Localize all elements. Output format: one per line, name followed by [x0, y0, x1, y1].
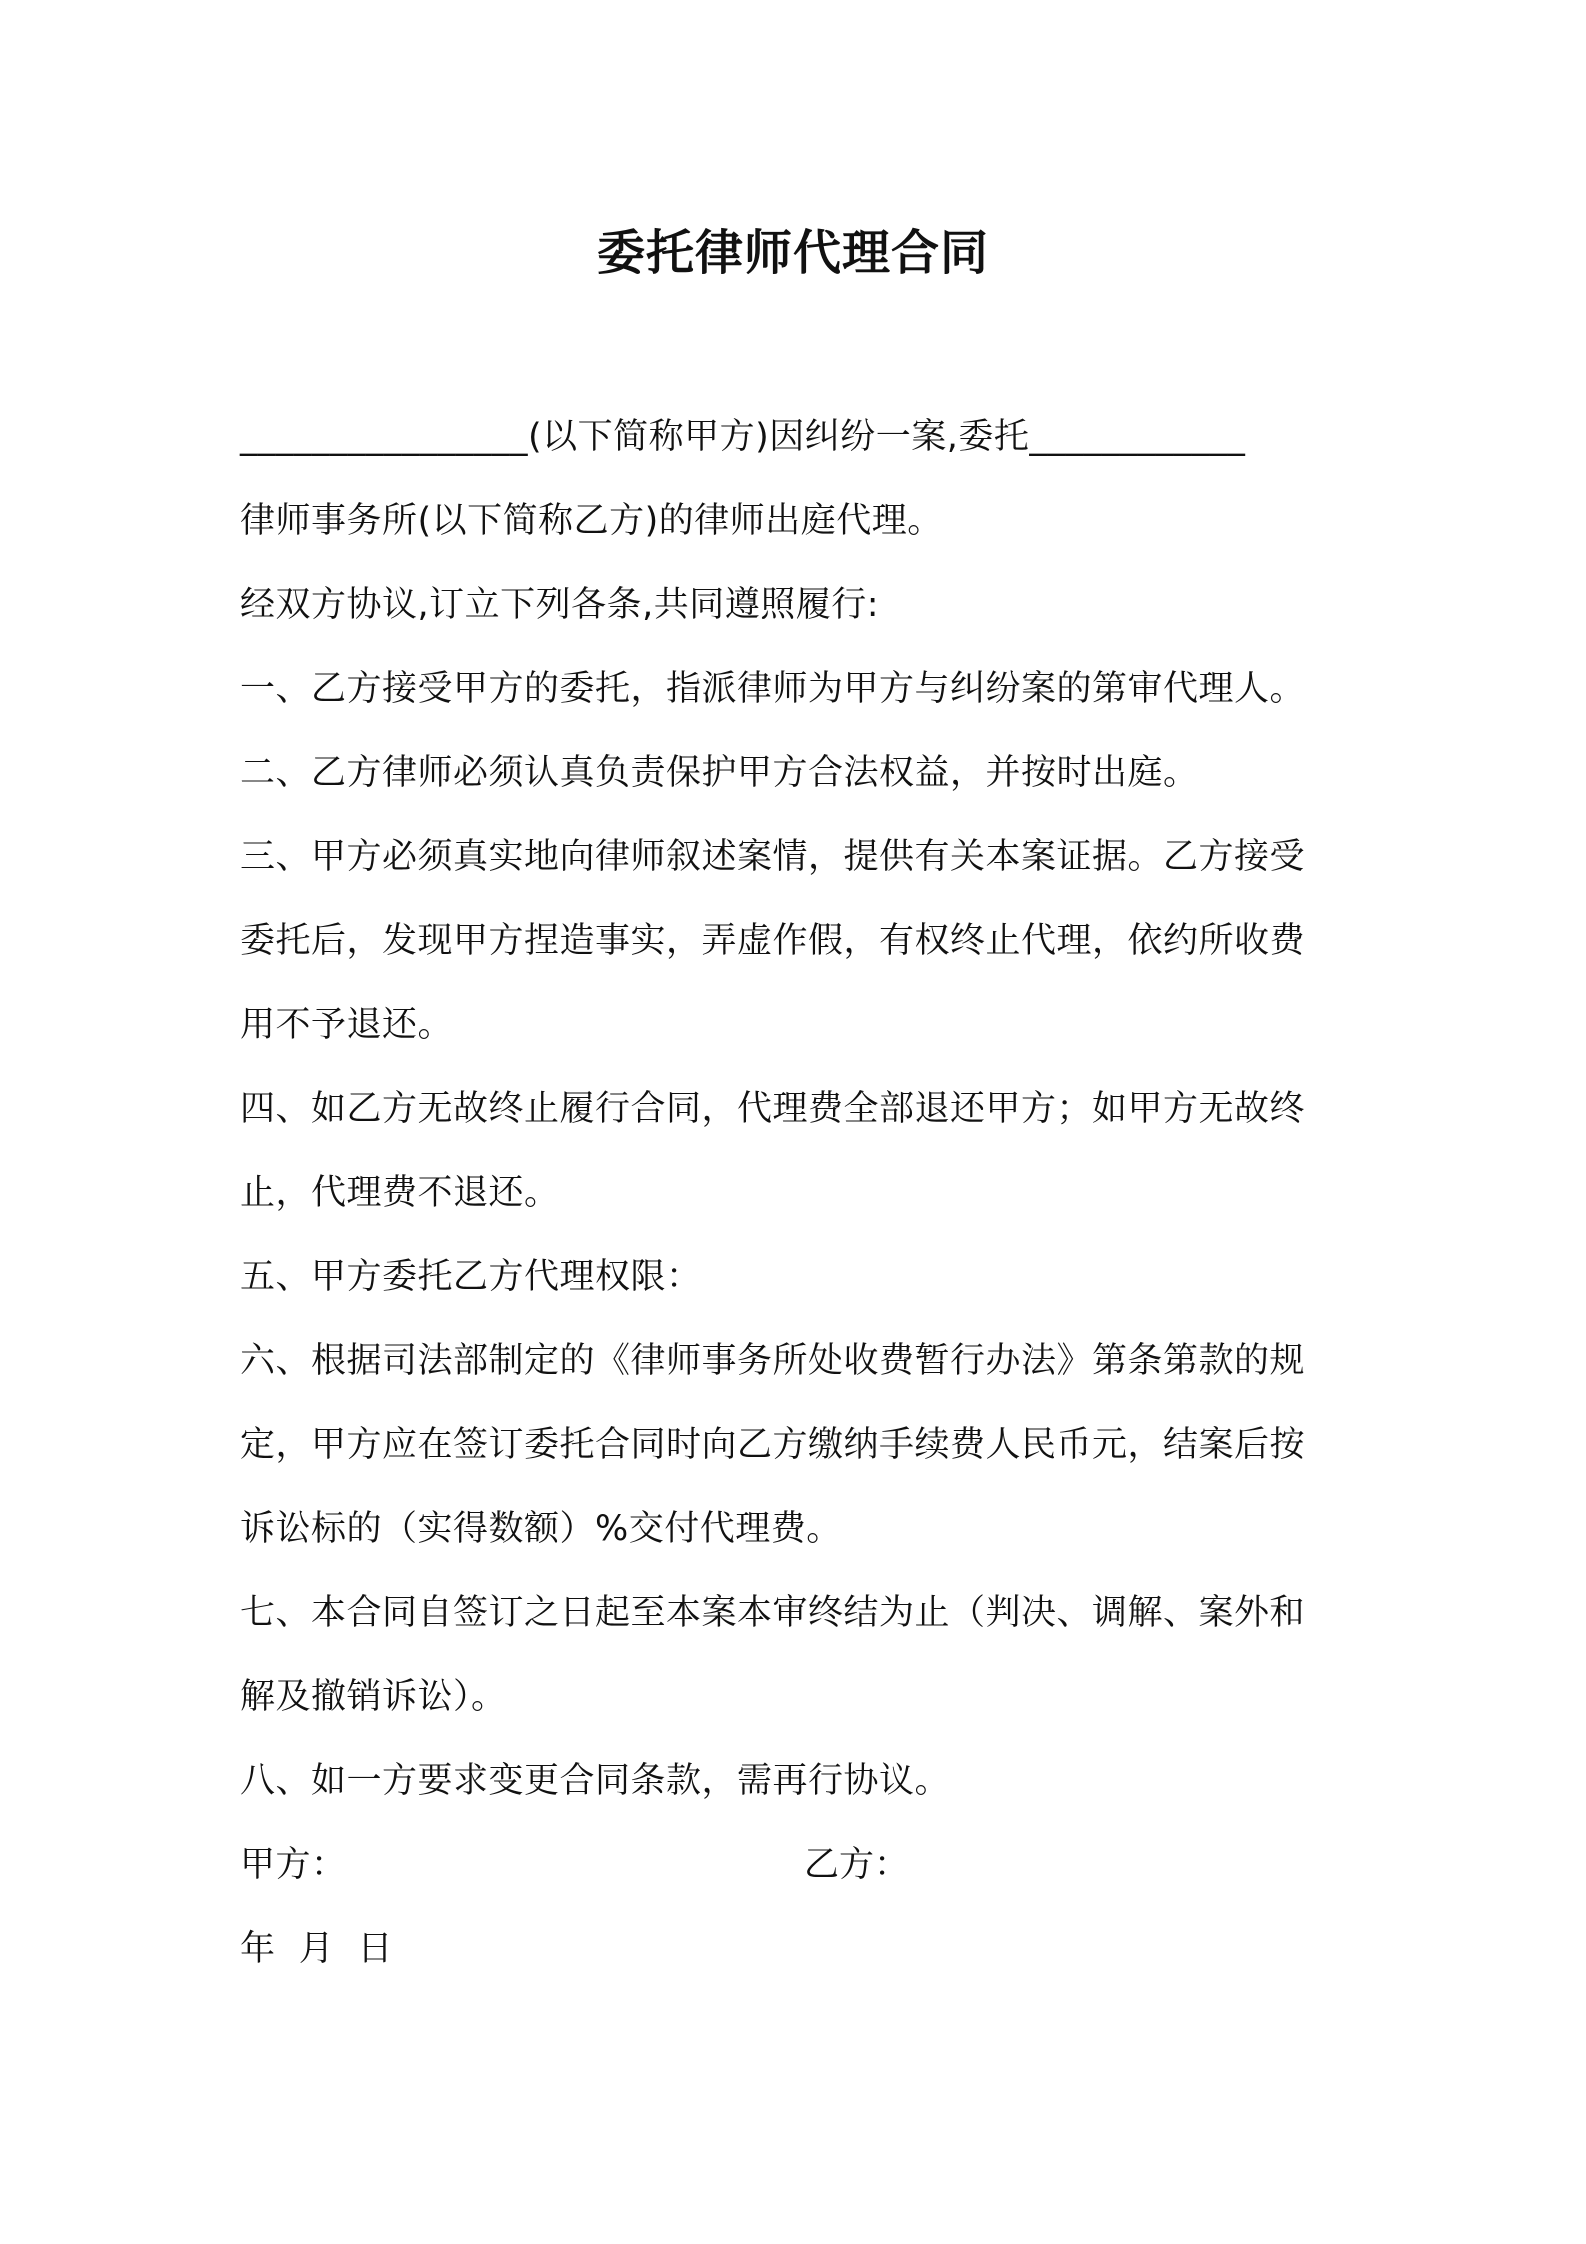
clause-2: 二、乙方律师必须认真负责保护甲方合法权益，并按时出庭。 — [240, 753, 1199, 793]
clause-6-line-2: 定，甲方应在签订委托合同时向乙方缴纳手续费人民币元，结案后按 — [240, 1425, 1306, 1465]
clause-8: 八、如一方要求变更合同条款，需再行协议。 — [240, 1761, 951, 1801]
clause-5: 五、甲方委托乙方代理权限： — [240, 1257, 702, 1297]
clause-1: 一、乙方接受甲方的委托，指派律师为甲方与纠纷案的第审代理人。 — [240, 669, 1306, 709]
paragraph-line: ________________(以下简称甲方)因纠纷一案,委托____________ — [240, 417, 1246, 457]
clause-3-line-3: 用不予退还。 — [240, 1005, 454, 1045]
clause-4-line-2: 止，代理费不退还。 — [240, 1173, 560, 1213]
clause-3-line-2: 委托后，发现甲方捏造事实，弄虚作假，有权终止代理，依约所收费 — [240, 921, 1306, 961]
party-b-signature: 乙方： — [804, 1845, 910, 1885]
paragraph-line: 经双方协议,订立下列各条,共同遵照履行: — [240, 585, 880, 625]
clause-6-line-3: 诉讼标的（实得数额）%交付代理费。 — [240, 1509, 842, 1549]
clause-7-line-1: 七、本合同自签订之日起至本案本审终结为止（判决、调解、案外和 — [240, 1593, 1306, 1633]
paragraph-line: 律师事务所(以下简称乙方)的律师出庭代理。 — [240, 501, 943, 541]
clause-6-line-1: 六、根据司法部制定的《律师事务所处收费暂行办法》第条第款的规 — [240, 1341, 1306, 1381]
clause-7-line-2: 解及撤销诉讼）。 — [240, 1677, 507, 1717]
clause-3-line-1: 三、甲方必须真实地向律师叙述案情，提供有关本案证据。乙方接受 — [240, 837, 1306, 877]
party-a-signature: 甲方： — [240, 1845, 347, 1885]
signature-date: 年 月 日 — [240, 1929, 394, 1969]
document-title: 委托律师代理合同 — [596, 225, 989, 281]
clause-4-line-1: 四、如乙方无故终止履行合同，代理费全部退还甲方；如甲方无故终 — [240, 1089, 1306, 1129]
